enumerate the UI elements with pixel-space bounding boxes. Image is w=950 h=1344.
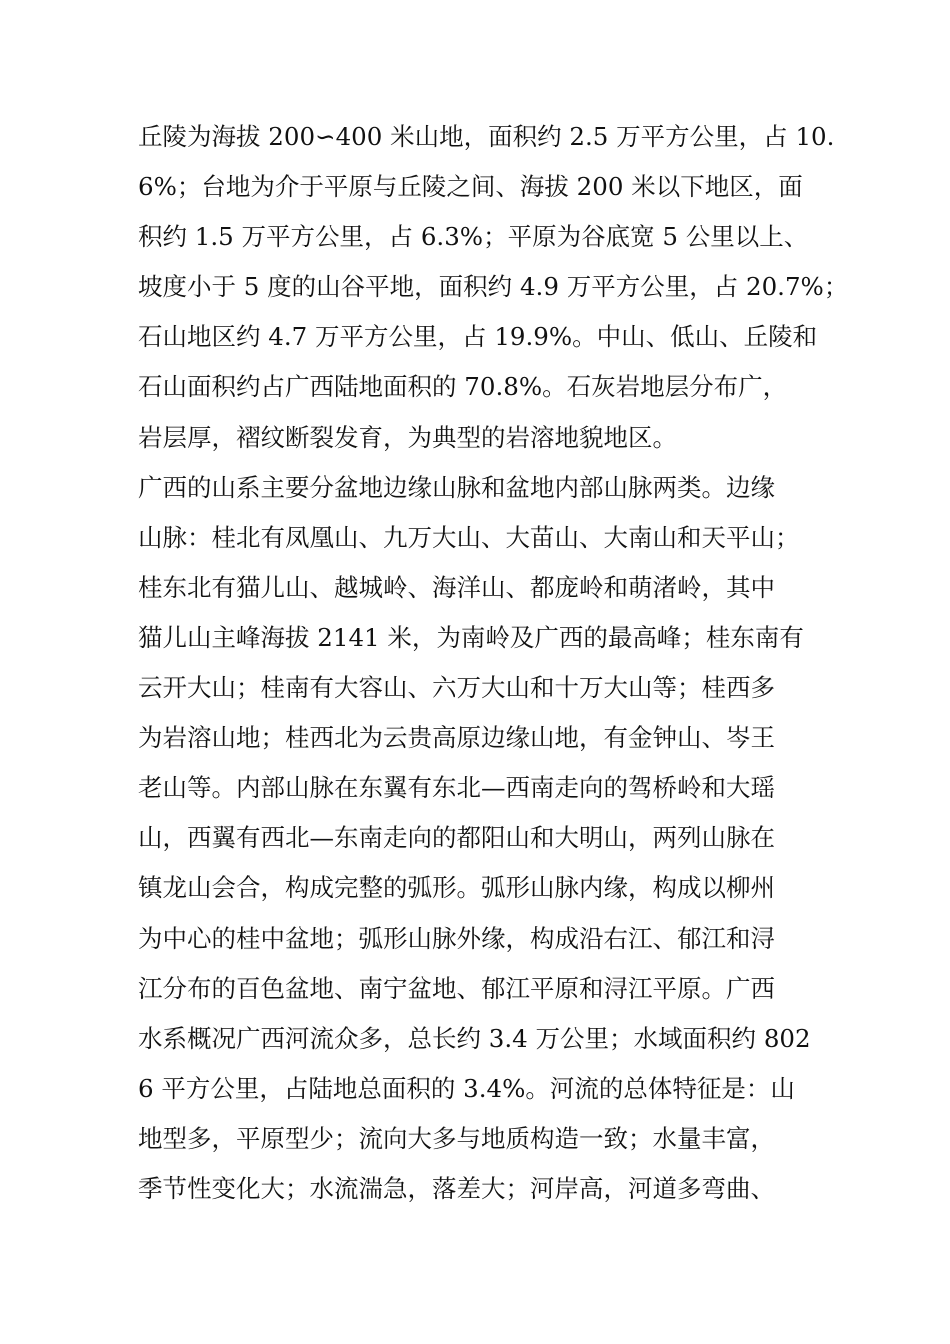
text-line: 广西的山系主要分盆地边缘山脉和盆地内部山脉两类。边缘 bbox=[138, 472, 775, 502]
text-line: 江分布的百色盆地、南宁盆地、郁江平原和浔江平原。广西 bbox=[138, 973, 775, 1003]
text-line: 坡度小于 5 度的山谷平地，面积约 4.9 万平方公里，占 20.7%； bbox=[138, 272, 849, 302]
text-line: 山脉：桂北有凤凰山、九万大山、大苗山、大南山和天平山； bbox=[138, 522, 800, 552]
text-line: 地型多，平原型少；流向大多与地质构造一致；水量丰富， bbox=[138, 1123, 775, 1153]
text-line: 为岩溶山地；桂西北为云贵高原边缘山地，有金钟山、岑王 bbox=[138, 723, 775, 753]
text-line: 镇龙山会合，构成完整的弧形。弧形山脉内缘，构成以柳州 bbox=[138, 873, 775, 903]
text-line: 为中心的桂中盆地；弧形山脉外缘，构成沿右江、郁江和浔 bbox=[138, 923, 775, 953]
text-line: 石山面积约占广西陆地面积的 70.8%。石灰岩地层分布广， bbox=[138, 372, 788, 402]
body-text bbox=[138, 112, 849, 1214]
text-line: 水系概况广西河流众多，总长约 3.4 万公里；水域面积约 802 bbox=[138, 1023, 811, 1053]
text-line: 岩层厚，褶纹断裂发育，为典型的岩溶地貌地区。 bbox=[138, 422, 677, 452]
text-line: 桂东北有猫儿山、越城岭、海洋山、都庞岭和萌渚岭，其中 bbox=[138, 572, 775, 602]
text-line: 6 平方公里，占陆地总面积的 3.4%。河流的总体特征是：山 bbox=[138, 1073, 795, 1103]
text-line: 石山地区约 4.7 万平方公里，占 19.9%。中山、低山、丘陵和 bbox=[138, 322, 818, 352]
text-line: 老山等。内部山脉在东翼有东北—西南走向的驾桥岭和大瑶 bbox=[138, 773, 775, 803]
text-line: 云开大山；桂南有大容山、六万大山和十万大山等；桂西多 bbox=[138, 673, 775, 703]
text-line: 丘陵为海拔 200∽400 米山地，面积约 2.5 万平方公里，占 10. bbox=[138, 122, 835, 151]
text-line: 山，西翼有西北—东南走向的都阳山和大明山，两列山脉在 bbox=[138, 823, 775, 853]
text-line: 季节性变化大；水流湍急，落差大；河岸高，河道多弯曲、 bbox=[138, 1173, 775, 1203]
text-line: 积约 1.5 万平方公里，占 6.3%；平原为谷底宽 5 公里以上、 bbox=[138, 222, 809, 252]
text-line: 猫儿山主峰海拔 2141 米，为南岭及广西的最高峰；桂东南有 bbox=[138, 622, 804, 652]
text-line: 6%；台地为介于平原与丘陵之间、海拔 200 米以下地区，面 bbox=[138, 172, 803, 202]
